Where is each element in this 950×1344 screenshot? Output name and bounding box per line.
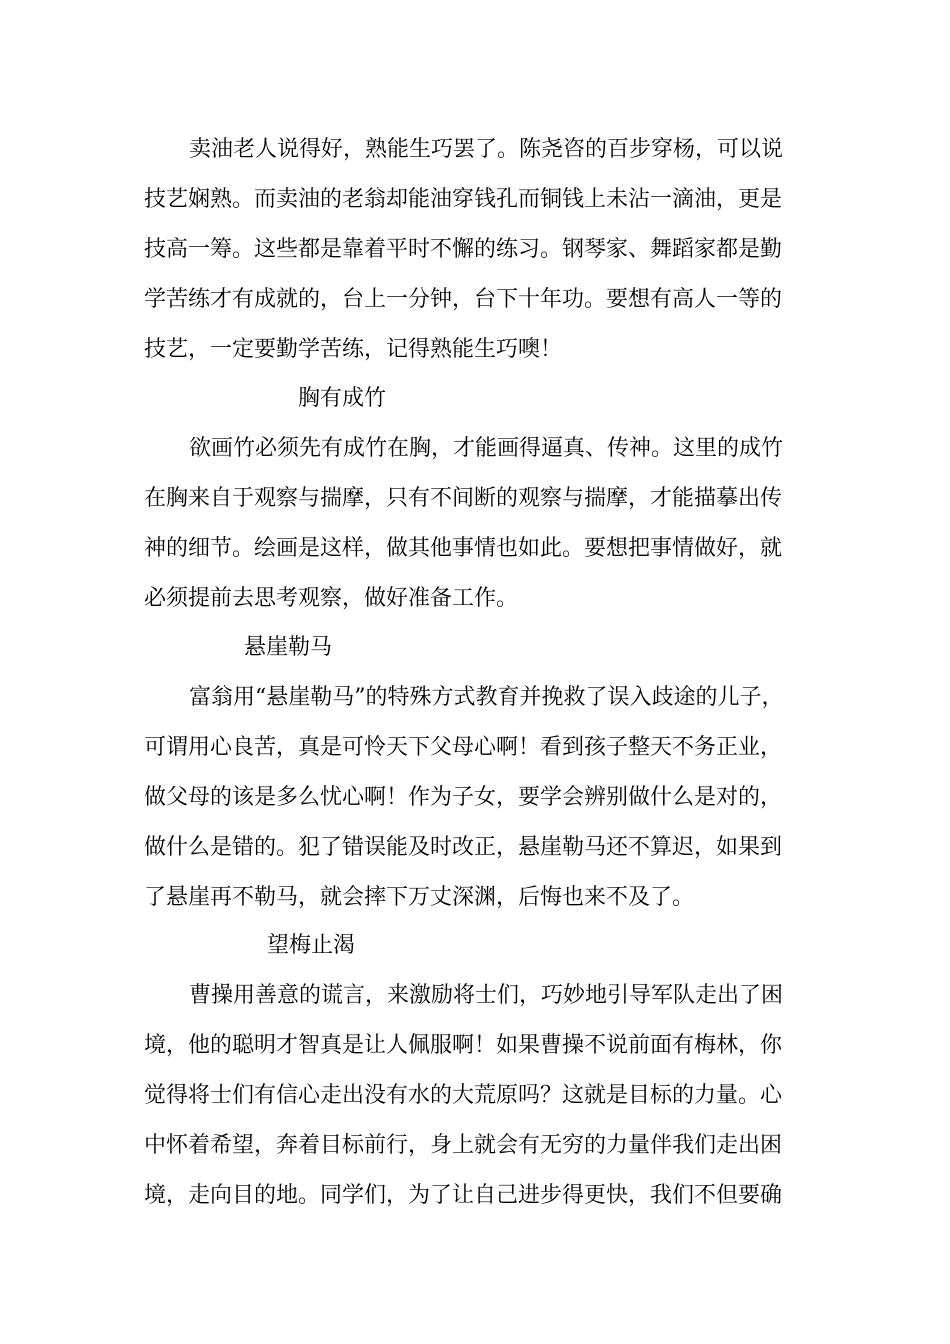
paragraph-line: 觉得将士们有信心走出没有水的大荒原吗？这就是目标的力量。心: [144, 1083, 783, 1108]
paragraph-line: 学苦练才有成就的，台上一分钟，台下十年功。要想有高人一等的: [144, 287, 783, 312]
paragraph-line: 做父母的该是多么忧心啊！作为子女，要学会辨别做什么是对的，: [144, 785, 783, 810]
paragraph-line: 神的细节。绘画是这样，做其他事情也如此。要想把事情做好，就: [144, 536, 783, 561]
paragraph-line: 必须提前去思考观察，做好准备工作。: [144, 586, 519, 611]
paragraph-line: 境，他的聪明才智真是让人佩服啊！如果曹操不说前面有梅林，你: [144, 1033, 783, 1058]
paragraph-line: 了悬崖再不勒马，就会摔下万丈深渊，后悔也来不及了。: [144, 885, 695, 910]
paragraph-line: 技高一筹。这些都是靠着平时不懈的练习。钢琴家、舞蹈家都是勤: [144, 237, 783, 262]
paragraph-line: 做什么是错的。犯了错误能及时改正，悬崖勒马还不算迟，如果到: [144, 835, 783, 860]
paragraph-line: 可谓用心良苦，真是可怜天下父母心啊！看到孩子整天不务正业，: [144, 735, 783, 760]
paragraph-line: 技艺，一定要勤学苦练，记得熟能生巧噢！: [144, 337, 563, 362]
paragraph-line: 曹操用善意的谎言，来激励将士们，巧妙地引导军队走出了困: [189, 983, 784, 1008]
paragraph-line: 中怀着希望，奔着目标前行，身上就会有无穷的力量伴我们走出困: [144, 1133, 783, 1158]
paragraph-line: 境，走向目的地。同学们，为了让自己进步得更快，我们不但要确: [144, 1183, 783, 1208]
paragraph-line: 卖油老人说得好，熟能生巧罢了。陈尧咨的百步穿杨，可以说: [189, 137, 784, 162]
section-heading: 悬崖勒马: [244, 635, 333, 660]
paragraph-line: 富翁用“悬崖勒马”的特殊方式教育并挽救了误入歧途的儿子，: [189, 685, 784, 710]
paragraph-line: 欲画竹必须先有成竹在胸，才能画得逼真、传神。这里的成竹: [189, 436, 784, 461]
section-heading: 胸有成竹: [298, 386, 387, 411]
section-heading: 望梅止渴: [267, 933, 356, 958]
paragraph-line: 在胸来自于观察与揣摩，只有不间断的观察与揣摩，才能描摹出传: [144, 486, 783, 511]
paragraph-line: 技艺娴熟。而卖油的老翁却能油穿钱孔而铜钱上未沾一滴油，更是: [144, 187, 783, 212]
